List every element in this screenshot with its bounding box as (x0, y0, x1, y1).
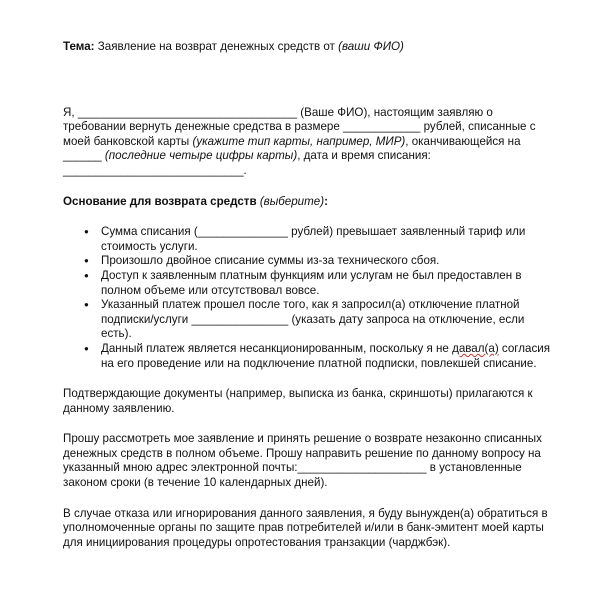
documents-paragraph: Подтверждающие документы (например, выписка из банка, скриншоты) прилагаются к данному заявлению. (63, 387, 533, 415)
intro-text-1: Я, __________________________________ (Ваше ФИО), настоящим заявляю о требовании вернуть денежные средства в размере ____________ рублей, списанные с моей банковской карты (63, 105, 536, 148)
list-item: ● Указанный платеж прошел после того, как я запросил(а) отключение платной подписки/услуги _______________ (указать дату запроса на отключение, если есть). (101, 298, 553, 342)
reason5-text-c: согласия на его проведение или на подключение платной подписки, повлекшей списание. (101, 341, 551, 370)
reason5-spellcheck-word: давал(а) (452, 341, 499, 355)
subject-text: Заявление на возврат денежных средств от (94, 40, 339, 53)
list-item: ● Доступ к заявленным платным функциям или услугам не был предоставлен в полном объеме или отсутствовал вовсе. (101, 269, 553, 298)
basis-colon: : (324, 194, 328, 208)
subject-line (63, 40, 553, 55)
reasons-list (63, 225, 553, 371)
intro-text-2: , оканчивающейся на ______ (63, 134, 521, 163)
document-body (63, 40, 553, 566)
subject-placeholder: (ваши ФИО) (338, 40, 404, 53)
subject-label: Тема: (63, 40, 95, 53)
list-item (101, 342, 553, 371)
request-paragraph: Прошу рассмотреть мое заявление и принять решение о возврате незаконно списанных денежных средств в полном объеме. Прошу направить решение по данному вопросу на указанный мною адрес электронной почты:____________________ в установленные законом сроки (в течение 10 календарных дней). (63, 432, 542, 490)
reason5-text-a: Данный платеж является несанкционированным, поскольку я не (101, 341, 453, 355)
card-type-hint: (укажите тип карты, например, МИР) (192, 134, 406, 148)
refusal-paragraph: В случае отказа или игнорирования данного заявления, я буду вынужден(а) обратиться в уполномоченные органы по защите прав потребителей и/или в банк-эмитент моей карты для инициирования процедуры опротестования транзакции (чарджбэк). (63, 506, 548, 549)
basis-title: Основание для возврата средств (63, 194, 257, 208)
intro-text-3: , дата и время списания: ____________________________. (63, 149, 431, 177)
list-item: ● Произошло двойное списание суммы из-за технического сбоя. (101, 254, 553, 269)
basis-heading (63, 195, 553, 210)
basis-hint: (выберите) (256, 194, 325, 208)
card-digits-hint: (последние четыре цифры карты) (104, 149, 298, 163)
intro-paragraph (63, 106, 553, 179)
list-item: ● Сумма списания (______________ рублей) превышает заявленный тариф или стоимость услуги. (101, 225, 553, 254)
